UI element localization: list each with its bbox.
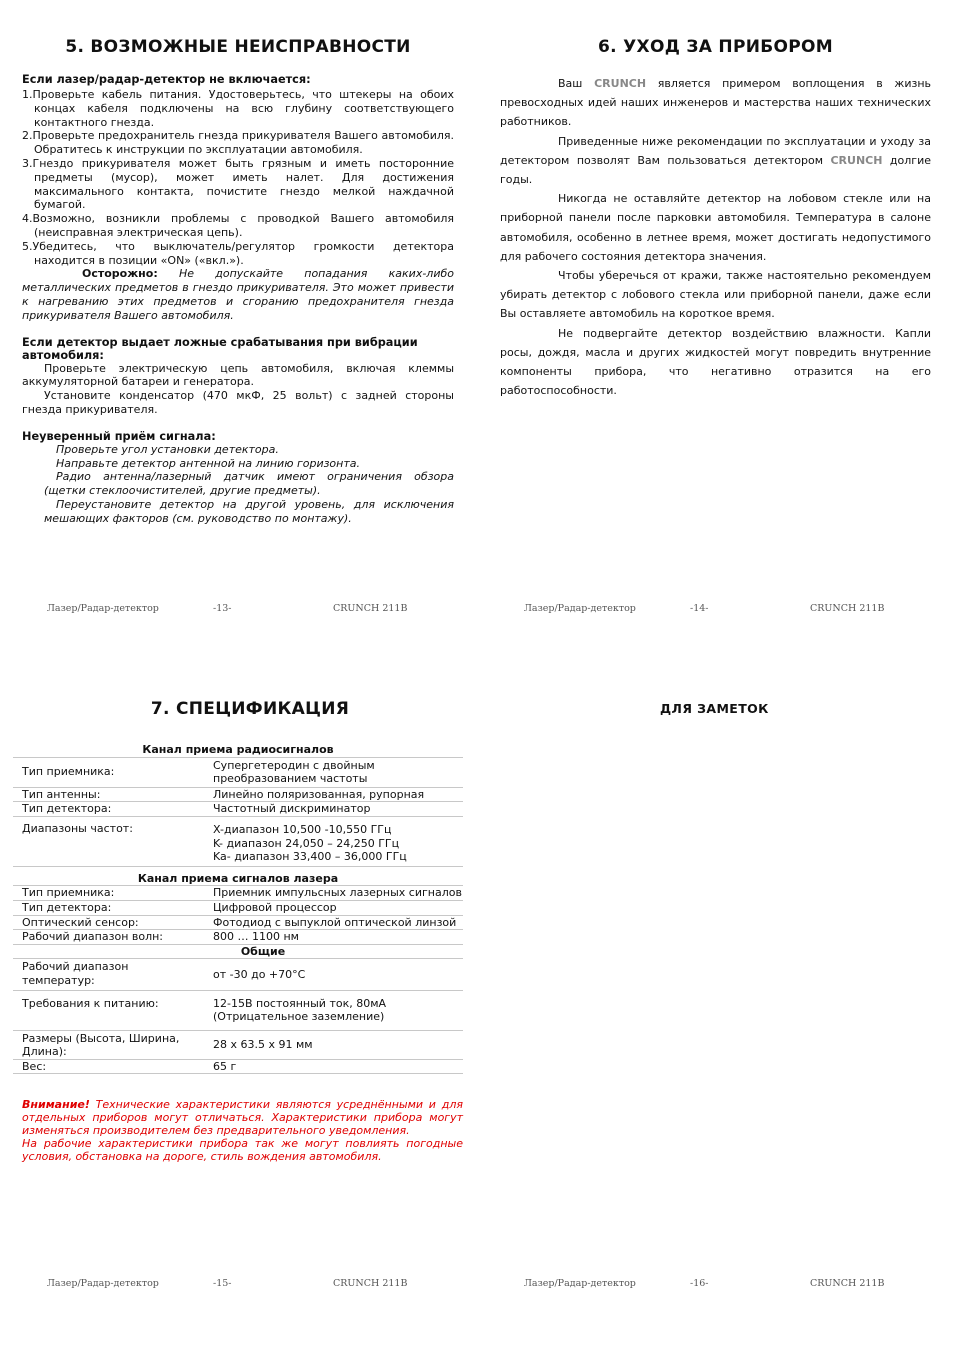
vibration-text-2: Установите конденсатор (470 мкФ, 25 вольт) с задней стороны гнезда прикуривателя. [22,389,454,416]
table-row: Тип приемника: Супергетеродин с двойным преобразованием частоты [13,757,463,787]
warning-text-2: На рабочие характеристики прибора так же могут повлиять погодные условия, обстановка на дороге, стиль вождения автомобиля. [22,1137,463,1164]
list-item: 2.Проверьте предохранитель гнезда прикуривателя Вашего автомобиля. Обратитесь к инструкции по эксплуатации автомобиля. [22,129,454,157]
care-paragraph-3: Никогда не оставляйте детектор на лобовом стекле или на приборной панели после парковки автомобиля. Температура в салоне автомобиля, особенно в летнее время, может достигать недопустимого для рабочего состояния детектора значения. [500,192,931,263]
table-row: Вес: 65 г [13,1059,463,1074]
weak-signal-text-1: Проверьте угол установки детектора. [56,442,279,456]
no-power-list [22,88,454,323]
footer-16-page: -16- [690,1278,709,1289]
table-row: Диапазоны частот: X-диапазон 10,500 -10,550 ГГц K- диапазон 24,050 – 24,250 ГГц Ka- диапазон 33,400 – 36,000 ГГц [13,816,463,866]
table-row: Тип детектора: Цифровой процессор [13,900,463,915]
warning-label: Внимание! [22,1098,90,1112]
table-row: Рабочий диапазон температур: от -30 до +70°С [13,959,463,990]
no-power-heading: Если лазер/радар-детектор не включается: [22,73,311,86]
footer-16-model: CRUNCH 211B [810,1278,885,1289]
section-6-title: 6. УХОД ЗА ПРИБОРОМ [598,37,833,57]
list-item: 3.Гнездо прикуривателя может быть грязным и иметь посторонние предметы (мусор), может иметь налет. Для достижения максимального контакта, почистите гнездо мелкой наждачной бумагой. [22,156,454,212]
weak-signal-heading: Неуверенный приём сигнала: [22,429,216,443]
footer-14-left: Лазер/Радар-детектор [524,603,636,614]
brand-name: CRUNCH [594,77,647,90]
table-row: Размеры (Высота, Ширина, Длина): 28 x 63.5 x 91 мм [13,1030,463,1059]
page-15 [13,692,463,1163]
footer-16-left: Лазер/Радар-детектор [524,1278,636,1289]
page-13 [22,30,454,526]
weak-signal-text-2: Направьте детектор антенной на линию горизонта. [56,456,361,470]
brand-name: CRUNCH [830,153,883,167]
footer-14-page: -14- [690,603,709,614]
notes-title: ДЛЯ ЗАМЕТОК [660,701,769,716]
table-section-header: Канал приема радиосигналов [13,743,463,757]
care-paragraph-4: Чтобы уберечься от кражи, также настоятельно рекомендуем убирать детектор с лобового стекла или приборной панели, даже если Вы оставляете автомобиль на короткое время. [500,269,931,321]
weak-signal-text-4: Переустановите детектор на другой уровень, для исключения мешающих факторов (см. руководство по монтажу). [44,497,454,525]
weak-signal-text-3: Радио антенна/лазерный датчик имеют ограничения обзора (щетки стеклоочистителей, другие предметы). [44,470,454,498]
footer-14-model: CRUNCH 211B [810,603,885,614]
section-7-title: 7. СПЕЦИФИКАЦИЯ [150,699,350,719]
table-row: Рабочий диапазон волн: 800 … 1100 нм [13,930,463,945]
list-item: 4.Возможно, возникли проблемы с проводкой Вашего автомобиля (неисправная электрическая цепь). [22,212,454,239]
footer-15-page: -15- [213,1278,232,1289]
footer-13-model: CRUNCH 211B [333,603,408,614]
page-14 [500,30,931,400]
caution-label: Осторожно: [82,267,158,281]
table-row: Тип приемника: Приемник импульсных лазерных сигналов [13,886,463,901]
table-row: Требования к питанию: 12-15В постоянный ток, 80мА (Отрицательное заземление) [13,990,463,1030]
table-row: Тип детектора: Частотный дискриминатор [13,802,463,817]
footer-15-model: CRUNCH 211B [333,1278,408,1289]
table-row: Оптический сенсор: Фотодиод с выпуклой оптической линзой [13,915,463,930]
footer-13-left: Лазер/Радар-детектор [47,603,159,614]
spec-table [13,743,463,1074]
footer-13-page: -13- [213,603,232,614]
table-section-header: Канал приема сигналов лазера [13,866,463,886]
list-item: 1.Проверьте кабель питания. Удостоверьтесь, что штекеры на обоих концах кабеля подключены на всю глубину соответствующего контактного гнезда. [22,88,454,129]
section-5-title: 5. ВОЗМОЖНЫЕ НЕИСПРАВНОСТИ [65,37,411,57]
caution-text: Не допускайте попадания каких-либо металлических предметов в гнездо прикуривателя. Это может привести к нагреванию этих предметов и сгоранию предохранителя гнезда прикуривателя Вашего автомобиля. [22,267,454,322]
warning-text: Технические характеристики являются усреднёнными и для отдельных приборов могут отличаться. Характеристики прибора могут изменяться производителем без предварительного уведомления. [22,1098,463,1138]
care-paragraph-1: Ваш CRUNCH является примером воплощения в жизнь превосходных идей наших инженеров и мастерства наших технических работников. [500,77,931,129]
vibration-heading: Если детектор выдает ложные срабатывания при вибрации автомобиля: [22,335,418,362]
care-paragraph-2: Приведенные ниже рекомендации по эксплуатации и уходу за детектором позволят Вам пользоваться детектором CRUNCH долгие годы. [500,134,931,187]
care-paragraph-5: Не подвергайте детектор воздействию влажности. Капли росы, дождя, масла и других жидкостей могут повредить внутренние компоненты прибора, что негативно отразится на его работоспособности. [500,326,931,398]
footer-15-left: Лазер/Радар-детектор [47,1278,159,1289]
caution-note [22,267,454,322]
table-section-header: Общие [13,944,463,959]
vibration-text-1: Проверьте электрическую цепь автомобиля, включая клеммы аккумуляторной батареи и генератора. [22,361,454,389]
table-row: Тип антенны: Линейно поляризованная, рупорная [13,787,463,802]
spec-warning [13,1098,463,1163]
list-item: 5.Убедитесь, что выключатель/регулятор громкости детектора находится в позиции «ON» («вкл.»). [22,239,454,267]
